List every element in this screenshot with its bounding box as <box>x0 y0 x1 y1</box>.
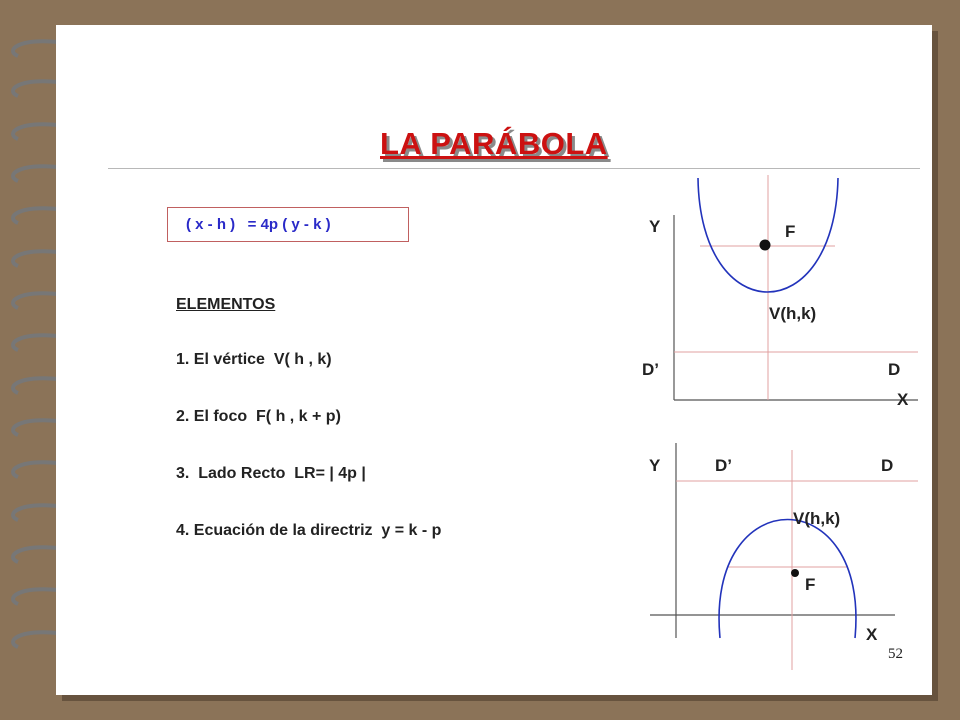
y-axis-label: Y <box>649 456 661 475</box>
vertex-label: V(h,k) <box>793 509 841 528</box>
element-item-directrix: 4. Ecuación de la directriz y = k - p <box>176 522 442 539</box>
page-title: LA PARÁBOLA <box>380 126 608 161</box>
parabola-equation: ( x - h ) = 4p ( y - k ) <box>186 216 331 233</box>
element-item-vertex: 1. El vértice V( h , k) <box>176 351 332 368</box>
element-item-latus-rectum: 3. Lado Recto LR= | 4p | <box>176 465 366 482</box>
page-number: 52 <box>888 646 903 662</box>
focus-label: F <box>785 222 796 241</box>
y-axis-label: Y <box>649 217 661 236</box>
element-item-focus: 2. El foco F( h , k + p) <box>176 408 341 425</box>
elements-heading: ELEMENTOS <box>176 296 276 313</box>
directrix-right-label: D <box>888 360 901 379</box>
x-axis-label: X <box>866 625 878 644</box>
parabola-curve <box>719 520 856 639</box>
directrix-left-label: D’ <box>642 360 659 379</box>
directrix-left-label: D’ <box>715 456 732 475</box>
vertex-label: V(h,k) <box>769 304 817 323</box>
focus-label: F <box>805 575 816 594</box>
focus-point <box>791 569 799 577</box>
x-axis-label: X <box>897 390 909 409</box>
directrix-right-label: D <box>881 456 894 475</box>
